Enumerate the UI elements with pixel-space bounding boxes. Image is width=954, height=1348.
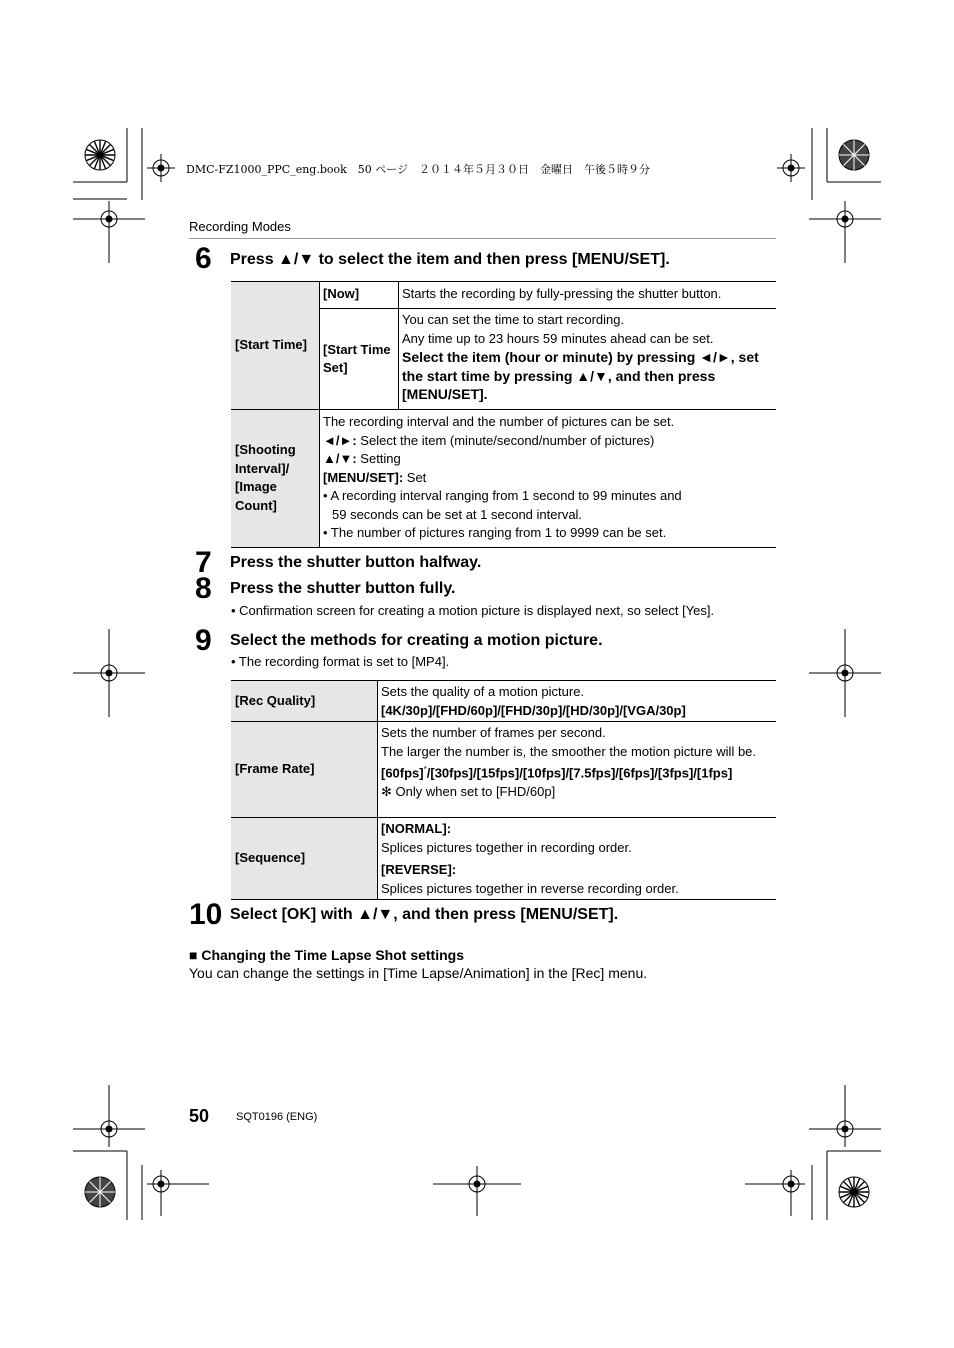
table-rule bbox=[231, 899, 776, 900]
footnote-marker: * bbox=[423, 765, 427, 774]
sequence-normal-desc: Splices pictures together in recording order. bbox=[381, 839, 632, 855]
interval-line bbox=[323, 450, 772, 469]
interval-key: ◄/►: bbox=[323, 432, 357, 448]
start-time-set-line: You can set the time to start recording. bbox=[402, 312, 625, 327]
header-divider bbox=[189, 238, 776, 239]
step-instruction: Press ▲/▼ to select the item and then press [MENU/SET]. bbox=[230, 251, 670, 268]
sequence-normal-label: [NORMAL]: bbox=[381, 821, 452, 836]
subsection-title: ■ Changing the Time Lapse Shot settings bbox=[189, 947, 465, 963]
print-header: DMC-FZ1000_PPC_eng.book 50 ページ ２０１４年５月３０日 金曜日 午後５時９分 bbox=[186, 163, 651, 176]
start-time-set-desc bbox=[399, 309, 775, 409]
step-note: • Confirmation screen for creating a motion picture is displayed next, so select [Yes]. bbox=[231, 603, 715, 618]
table-rule bbox=[398, 281, 399, 409]
section-title: Recording Modes bbox=[189, 219, 291, 234]
frame-rate-option-60: [60fps] bbox=[381, 765, 424, 781]
interval-text: Set bbox=[403, 469, 427, 485]
interval-text: Setting bbox=[356, 451, 401, 466]
table-rule bbox=[231, 409, 776, 410]
table-rule bbox=[231, 680, 776, 681]
sequence-label: [Sequence] bbox=[231, 818, 377, 899]
frame-rate-text: The larger the number is, the smoother the motion picture will be. bbox=[381, 743, 757, 759]
table-rule bbox=[231, 281, 776, 282]
shooting-interval-desc bbox=[320, 411, 775, 547]
interval-line: The recording interval and the number of pictures can be set. bbox=[323, 414, 675, 429]
start-time-label: [Start Time] bbox=[231, 281, 319, 409]
interval-key: ▲/▼: bbox=[323, 451, 357, 466]
subsection-body: You can change the settings in [Time Lapse/Animation] in the [Rec] menu. bbox=[189, 965, 648, 981]
frame-rate-desc bbox=[378, 722, 776, 817]
frame-rate-options bbox=[381, 761, 773, 783]
step-number: 6 bbox=[195, 242, 212, 275]
interval-bullet-cont: 59 seconds can be set at 1 second interval. bbox=[332, 506, 583, 522]
rec-quality-label: [Rec Quality] bbox=[231, 681, 377, 721]
start-time-set-line: Any time up to 23 hours 59 minutes ahead can be set. bbox=[402, 330, 714, 346]
interval-key: [MENU/SET]: bbox=[323, 469, 404, 485]
step-instruction: Press the shutter button fully. bbox=[230, 580, 456, 597]
rec-quality-options: [4K/30p]/[FHD/60p]/[FHD/30p]/[HD/30p]/[VGA/30p] bbox=[381, 702, 686, 718]
step-instruction: Select [OK] with ▲/▼, and then press [MENU/SET]. bbox=[230, 906, 619, 923]
table-rule bbox=[319, 308, 776, 309]
frame-rate-text: Sets the number of frames per second. bbox=[381, 725, 606, 740]
sequence-reverse-desc: Splices pictures together in reverse recording order. bbox=[381, 880, 679, 896]
table-rule bbox=[231, 547, 776, 548]
table-rule bbox=[377, 680, 378, 899]
page-number: 50 bbox=[189, 1106, 210, 1126]
step-number: 8 bbox=[195, 572, 212, 605]
start-time-set-label: [Start Time Set] bbox=[323, 342, 391, 375]
interval-text: Select the item (minute/second/number of pictures) bbox=[356, 432, 655, 448]
interval-line bbox=[323, 469, 772, 488]
step-number: 9 bbox=[195, 624, 212, 657]
sequence-reverse-label: [REVERSE]: bbox=[381, 862, 457, 877]
now-option-label: [Now] bbox=[323, 286, 360, 301]
rec-quality-text: Sets the quality of a motion picture. bbox=[381, 684, 585, 699]
interval-bullet: • A recording interval ranging from 1 second to 99 minutes and bbox=[323, 488, 682, 503]
start-time-set-instruction: Select the item (hour or minute) by pressing ◄/►, set the start time by pressing ▲/▼, and then press [MENU/SET]. bbox=[402, 349, 759, 402]
interval-line bbox=[323, 432, 772, 451]
table-rule bbox=[231, 721, 776, 722]
step-instruction: Press the shutter button halfway. bbox=[230, 554, 482, 571]
table-rule bbox=[319, 281, 320, 547]
table-rule bbox=[231, 817, 776, 818]
step-instruction: Select the methods for creating a motion picture. bbox=[230, 632, 603, 649]
step-number: 10 bbox=[189, 898, 223, 931]
interval-bullet: • The number of pictures ranging from 1 to 9999 can be set. bbox=[323, 525, 667, 540]
frame-rate-footnote: ✻ Only when set to [FHD/60p] bbox=[381, 783, 556, 799]
document-code: SQT0196 (ENG) bbox=[236, 1111, 318, 1123]
frame-rate-option-list: /[30fps]/[15fps]/[10fps]/[7.5fps]/[6fps]/[3fps]/[1fps] bbox=[426, 765, 733, 781]
step-number: 7 bbox=[195, 546, 212, 579]
sequence-desc bbox=[378, 818, 776, 899]
rec-quality-desc bbox=[378, 681, 776, 721]
step-note: • The recording format is set to [MP4]. bbox=[231, 654, 450, 669]
shooting-interval-label: [Shooting Interval]/ [Image Count] bbox=[231, 409, 319, 547]
frame-rate-label: [Frame Rate] bbox=[231, 722, 377, 817]
now-option-desc: Starts the recording by fully-pressing the shutter button. bbox=[402, 286, 722, 301]
